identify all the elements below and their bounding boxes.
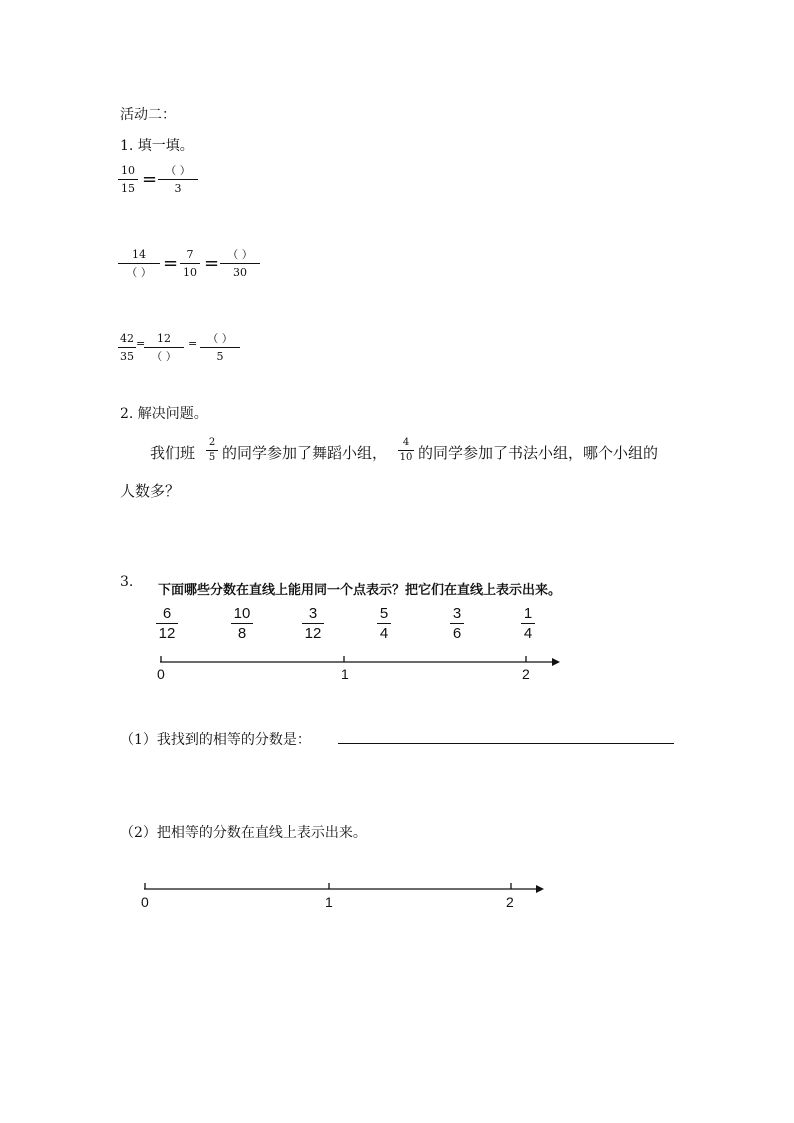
denominator-blank[interactable]: （ ） [151, 350, 177, 363]
tick-label-2: 2 [506, 894, 514, 910]
numerator: 42 [120, 332, 134, 345]
problem-fraction-calligraphy [398, 438, 414, 463]
tick-label-0: 0 [157, 666, 165, 682]
numerator-blank[interactable]: （ ） [207, 332, 233, 345]
equals-sign: = [188, 337, 198, 350]
eq1-fraction-1 [118, 165, 138, 194]
denominator-blank[interactable]: （ ） [126, 266, 152, 279]
fraction-bar [302, 623, 324, 624]
fraction-bar [521, 623, 535, 624]
problem-text-1: 我们班 [150, 444, 196, 462]
sub-question-2: （2）把相等的分数在直线上表示出来。 [120, 825, 367, 841]
eq2-fraction-1[interactable] [118, 249, 160, 278]
section2-heading: 2. 解决问题。 [120, 406, 208, 422]
fraction-bar [398, 450, 414, 451]
activity-title: 活动二： [120, 107, 176, 123]
denominator: 5 [216, 350, 224, 363]
equals-sign: = [204, 253, 220, 274]
denominator: 6 [452, 625, 462, 642]
section3-number: 3. [120, 574, 134, 590]
axis-arrow [552, 658, 560, 666]
numerator: 6 [162, 605, 172, 622]
denominator: 12 [304, 625, 322, 642]
denominator: 4 [379, 625, 389, 642]
numerator: 3 [308, 605, 318, 622]
denominator: 12 [158, 625, 176, 642]
numerator: 3 [452, 605, 462, 622]
number-line-2[interactable] [134, 877, 554, 901]
tick-label-0: 0 [141, 894, 149, 910]
problem-text-2: 的同学参加了舞蹈小组， [222, 444, 388, 462]
numerator: 1 [523, 605, 533, 622]
problem-fraction-dance [206, 438, 218, 463]
equals-sign: = [163, 253, 179, 274]
denominator: 5 [208, 452, 216, 463]
eq2-fraction-2 [180, 249, 200, 278]
sub-question-1: （1）我找到的相等的分数是： [120, 732, 311, 748]
number-line-1[interactable] [150, 650, 570, 674]
numerator: 10 [121, 164, 135, 177]
section1-heading: 1. 填一填。 [120, 138, 194, 154]
numerator-blank[interactable]: （ ） [227, 248, 253, 261]
fraction-bar [231, 623, 253, 624]
fraction-bar [450, 623, 464, 624]
denominator: 30 [233, 266, 247, 279]
problem-text-3: 的同学参加了书法小组，哪个小组的 [418, 444, 659, 462]
problem-text-4: 人数多？ [120, 482, 181, 500]
option-fraction-5 [450, 606, 464, 641]
fraction-bar [377, 623, 391, 624]
option-fraction-2 [231, 606, 253, 641]
denominator: 35 [120, 350, 134, 363]
denominator: 4 [523, 625, 533, 642]
numerator-blank[interactable]: （ ） [165, 164, 191, 177]
option-fraction-4 [377, 606, 391, 641]
section3-question: 下面哪些分数在直线上能用同一个点表示？把它们在直线上表示出来。 [158, 583, 562, 598]
numerator: 7 [186, 248, 194, 261]
denominator: 15 [121, 182, 135, 195]
numerator: 12 [157, 332, 171, 345]
numerator: 4 [402, 437, 410, 448]
denominator: 3 [174, 182, 182, 195]
answer-line[interactable] [338, 729, 674, 744]
fraction-bar [206, 450, 218, 451]
option-fraction-3 [302, 606, 324, 641]
eq3-fraction-1 [118, 333, 136, 362]
numerator: 14 [132, 248, 146, 261]
eq3-fraction-3[interactable] [200, 333, 240, 362]
axis-arrow [536, 885, 544, 893]
eq3-fraction-2[interactable] [144, 333, 184, 362]
fraction-bar [156, 623, 178, 624]
tick-label-1: 1 [325, 894, 333, 910]
equals-sign: = [136, 337, 146, 350]
eq2-fraction-3[interactable] [220, 249, 260, 278]
tick-label-2: 2 [522, 666, 530, 682]
denominator: 8 [237, 625, 247, 642]
numerator: 2 [208, 437, 216, 448]
option-fraction-1 [156, 606, 178, 641]
equals-sign: = [142, 169, 158, 190]
numerator: 5 [379, 605, 389, 622]
tick-label-1: 1 [341, 666, 349, 682]
denominator: 10 [399, 452, 413, 463]
option-fraction-6 [521, 606, 535, 641]
denominator: 10 [183, 266, 197, 279]
eq1-fraction-2[interactable] [158, 165, 198, 194]
numerator: 10 [233, 605, 251, 622]
